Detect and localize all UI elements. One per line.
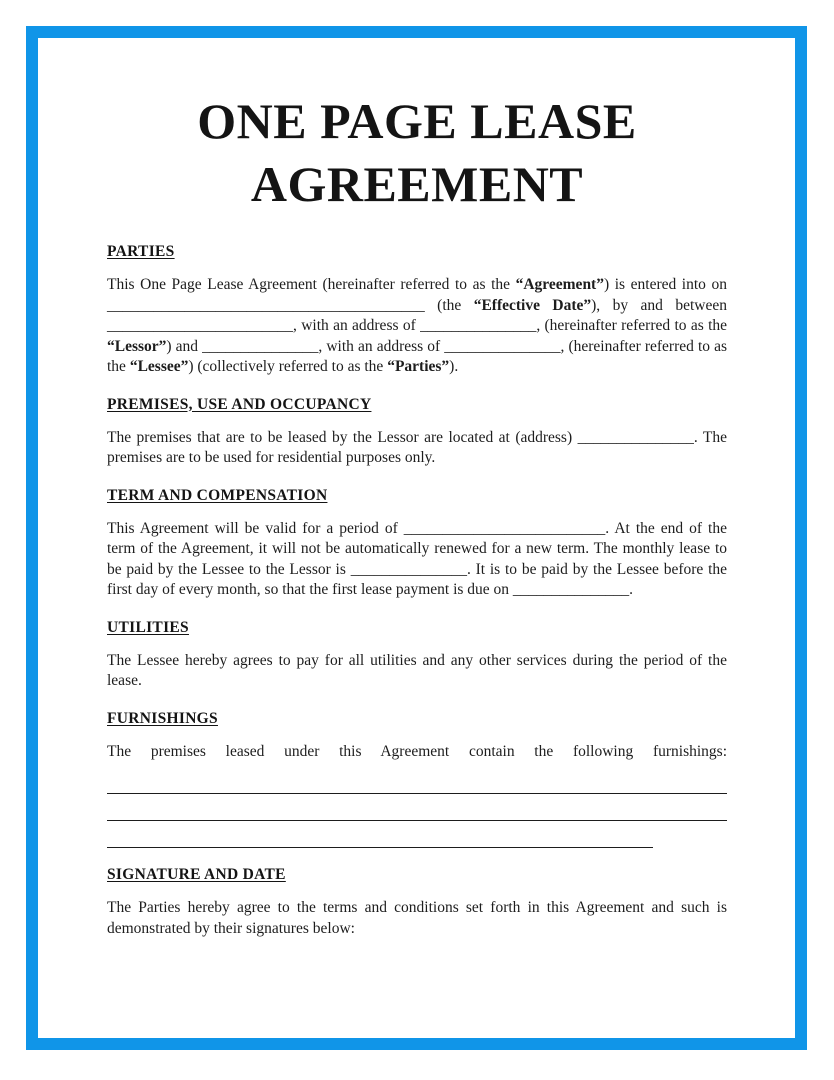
text-run: ) and xyxy=(166,337,203,355)
furnishings-paragraph xyxy=(107,742,727,763)
section-signature xyxy=(107,865,727,939)
document-content xyxy=(107,0,727,944)
text-run: This Agreement will be valid for a period of xyxy=(107,519,404,537)
text-run: , with an address of xyxy=(293,317,421,334)
text-run: The premises that are to be leased by the Lessor are located at (address) xyxy=(107,428,578,446)
section-parties xyxy=(107,242,727,378)
bold-text-run-lessor: “Lessor” xyxy=(107,337,167,355)
section-heading-furnishings: FURNISHINGS xyxy=(107,709,218,727)
fill-in-blank-lessor-name: ________________________ xyxy=(107,317,293,334)
text-run: . xyxy=(629,581,634,598)
text-run: This One Page Lease Agreement (hereinafter referred to as the xyxy=(107,276,516,293)
fill-in-blank-first-payment-due: _______________ xyxy=(512,581,630,598)
section-utilities xyxy=(107,618,727,692)
text-run: (the xyxy=(424,296,474,314)
term-paragraph xyxy=(107,519,727,601)
section-heading-parties: PARTIES xyxy=(107,243,175,260)
text-run: . The premises are to be used for residential purposes only. xyxy=(107,428,727,466)
section-term xyxy=(107,486,727,601)
text-run: The Lessee hereby agrees to pay for all utilities and any other services during the period of the lease. xyxy=(107,651,727,689)
section-heading-signature: SIGNATURE AND DATE xyxy=(107,866,286,883)
text-run: The Parties hereby agree to the terms and conditions set forth in this Agreement and such is demonstrated by their signatures below: xyxy=(107,899,727,937)
section-heading-utilities: UTILITIES xyxy=(107,618,189,636)
text-run: ), by and between xyxy=(591,296,727,314)
text-run: ) is entered into on xyxy=(603,276,727,293)
furnishings-blank-lines xyxy=(107,767,727,848)
text-run: The premises leased under this Agreement contain the following furnishings: xyxy=(107,742,727,760)
bold-text-run-parties: “Parties” xyxy=(387,358,450,375)
fill-in-blank-lessee-name: _______________ xyxy=(202,337,319,355)
text-run: , (hereinafter referred to as the xyxy=(536,317,727,334)
fill-in-blank-monthly-lease: _______________ xyxy=(350,560,467,578)
blank-line xyxy=(107,821,653,848)
blank-line xyxy=(107,767,727,794)
text-run: . It is to be paid by the Lessee before the first day of every month, so that the first lease payment is due on xyxy=(107,560,728,598)
fill-in-blank-lease-period: __________________________ xyxy=(403,519,606,537)
signature-paragraph xyxy=(107,898,727,939)
section-heading-term: TERM AND COMPENSATION xyxy=(107,486,328,504)
parties-paragraph xyxy=(107,275,727,378)
utilities-paragraph xyxy=(107,651,727,692)
fill-in-blank-premises-address: _______________ xyxy=(577,428,694,446)
fill-in-blank-lessor-address: _______________ xyxy=(420,317,537,334)
section-premises xyxy=(107,395,727,469)
bold-text-run-agreement: “Agreement” xyxy=(515,276,604,293)
bold-text-run-lessee: “Lessee” xyxy=(129,358,189,375)
text-run: ) (collectively referred to as the xyxy=(188,358,388,375)
section-furnishings xyxy=(107,709,727,849)
bold-text-run-effective-date: “Effective Date” xyxy=(473,296,592,314)
premises-paragraph xyxy=(107,428,727,469)
section-heading-premises: PREMISES, USE AND OCCUPANCY xyxy=(107,395,372,413)
document-title xyxy=(107,90,727,216)
text-run: . At the end of the term of the Agreement, it will not be automatically renewed for a new term. The monthly lease to be paid by the Lessee to the Lessor is xyxy=(107,519,727,578)
document-title-line-2: AGREEMENT xyxy=(250,156,584,212)
text-run: , (hereinafter referred to as the xyxy=(107,337,728,375)
fill-in-blank-effective-date: _________________________________________ xyxy=(107,296,425,314)
document-title-line-1: ONE PAGE LEASE xyxy=(197,93,637,149)
blank-line xyxy=(107,794,727,821)
text-run: ). xyxy=(449,358,459,375)
text-run: , with an address of xyxy=(318,337,445,355)
fill-in-blank-lessee-address: _______________ xyxy=(444,337,561,355)
